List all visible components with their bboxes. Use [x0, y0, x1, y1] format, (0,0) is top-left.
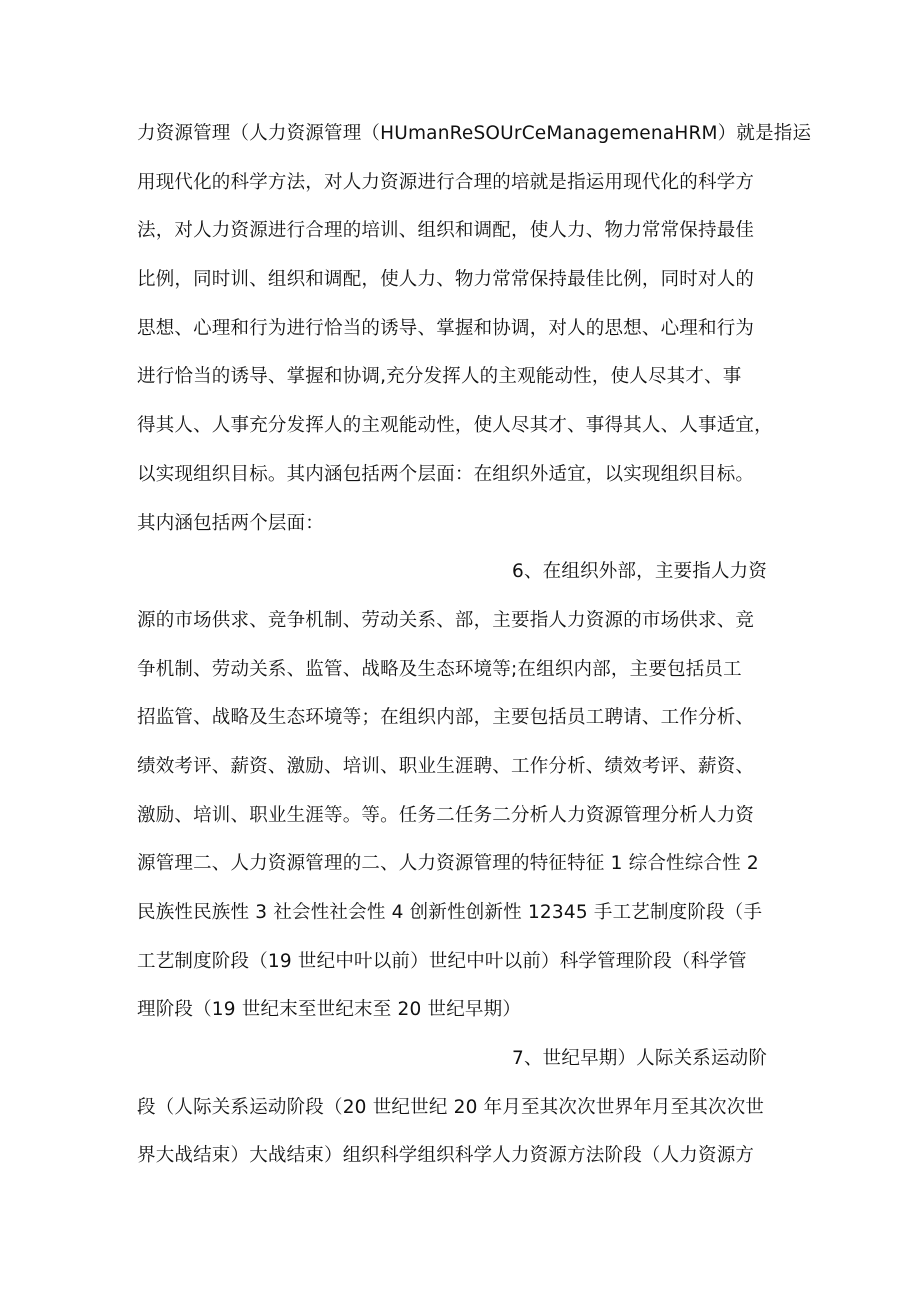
text-line: 民族性民族性 3 社会性社会性 4 创新性创新性 12345 手工艺制度阶段（手 — [137, 902, 763, 923]
section-heading-6: 6、在组织外部，主要指人力资 — [512, 561, 768, 583]
text-line: 争机制、劳动关系、监管、战略及生态环境等;在组织内部，主要包括员工 — [137, 658, 742, 680]
text-line: 思想、心理和行为进行恰当的诱导、掌握和协调，对人的思想、心理和行为 — [137, 317, 755, 339]
text-line: 其内涵包括两个层面： — [137, 512, 325, 534]
text-line: 力资源管理（人力资源管理（HUmanReSOUrCeManagemenaHRM）就是指运 — [137, 123, 812, 144]
text-line: 工艺制度阶段（19 世纪中叶以前）世纪中叶以前）科学管理阶段（科学管 — [137, 950, 747, 972]
section-heading-7: 7、世纪早期）人际关系运动阶 — [512, 1048, 768, 1070]
text-line: 理阶段（19 世纪末至世纪末至 20 世纪早期） — [137, 999, 522, 1021]
text-line: 绩效考评、薪资、激励、培训、职业生涯聘、工作分析、绩效考评、薪资、 — [137, 755, 755, 777]
text-line: 招监管、战略及生态环境等；在组织内部，主要包括员工聘请、工作分析、 — [137, 707, 755, 729]
text-line: 源管理二、人力资源管理的二、人力资源管理的特征特征 1 综合性综合性 2 — [137, 853, 759, 875]
document-body — [137, 110, 812, 1181]
text-line: 用现代化的科学方法，对人力资源进行合理的培就是指运用现代化的科学方 — [137, 171, 755, 193]
text-line: 界大战结束）大战结束）组织科学组织科学人力资源方法阶段（人力资源方 — [137, 1145, 755, 1167]
text-line: 得其人、人事充分发挥人的主观能动性，使人尽其才、事得其人、人事适宜， — [137, 415, 773, 437]
text-line: 以实现组织目标。其内涵包括两个层面：在组织外适宜，以实现组织目标。 — [137, 463, 755, 485]
text-line: 段（人际关系运动阶段（20 世纪世纪 20 年月至其次次世界年月至其次次世 — [137, 1096, 765, 1118]
text-line: 比例，同时训、组织和调配，使人力、物力常常保持最佳比例，同时对人的 — [137, 269, 755, 291]
text-line: 进行恰当的诱导、掌握和协调,充分发挥人的主观能动性，使人尽其才、事 — [137, 366, 742, 388]
text-line: 源的市场供求、竞争机制、劳动关系、部，主要指人力资源的市场供求、竞 — [137, 609, 755, 631]
text-line: 法，对人力资源进行合理的培训、组织和调配，使人力、物力常常保持最佳 — [137, 220, 755, 242]
text-line: 激励、培训、职业生涯等。等。任务二任务二分析人力资源管理分析人力资 — [137, 804, 755, 826]
